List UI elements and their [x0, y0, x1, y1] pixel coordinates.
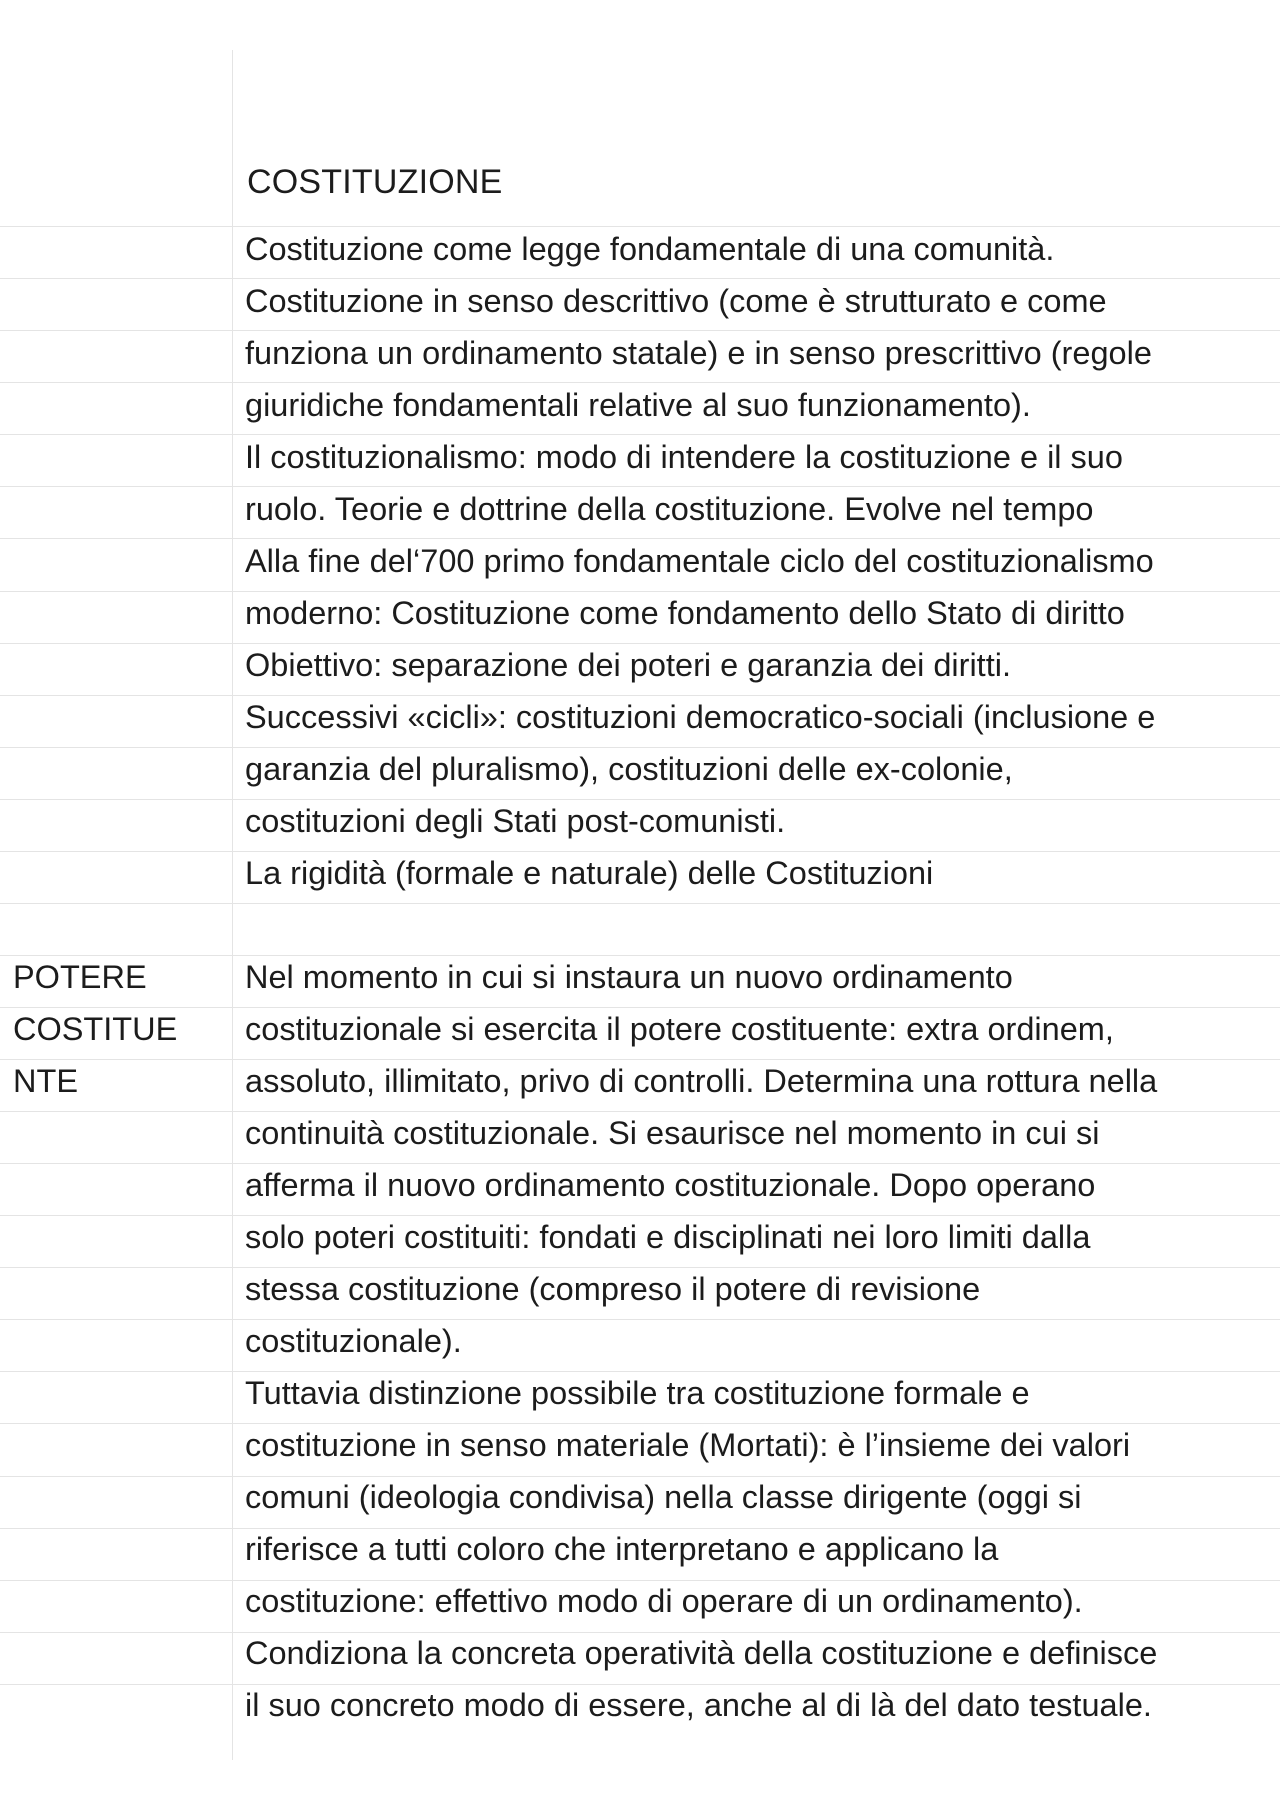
- text-line: stessa costituzione (compreso il potere di revisione: [245, 1271, 981, 1307]
- text-line: La rigidità (formale e naturale) delle Costituzioni: [245, 855, 934, 891]
- row-rule: [0, 1371, 1280, 1372]
- text-line: Costituzione come legge fondamentale di una comunità.: [245, 231, 1055, 267]
- text-line: garanzia del pluralismo), costituzioni delle ex-colonie,: [245, 751, 1013, 787]
- text-line: afferma il nuovo ordinamento costituzionale. Dopo operano: [245, 1167, 1096, 1203]
- row-rule: [0, 695, 1280, 696]
- section-label: COSTITUE: [13, 1011, 178, 1047]
- row-rule: [0, 1423, 1280, 1424]
- row-rule: [0, 903, 1280, 904]
- row-rule: [0, 747, 1280, 748]
- row-rule: [0, 591, 1280, 592]
- row-rule: [0, 278, 1280, 279]
- text-line: Nel momento in cui si instaura un nuovo ordinamento: [245, 959, 1013, 995]
- row-rule: [0, 643, 1280, 644]
- text-line: riferisce a tutti coloro che interpretano e applicano la: [245, 1531, 999, 1567]
- text-line: Alla fine del‘700 primo fondamentale ciclo del costituzionalismo: [245, 543, 1154, 579]
- text-line: Condiziona la concreta operatività della costituzione e definisce: [245, 1635, 1158, 1671]
- row-rule: [0, 330, 1280, 331]
- text-line: costituzioni degli Stati post-comunisti.: [245, 803, 786, 839]
- row-rule: [0, 799, 1280, 800]
- row-rule: [0, 1007, 1280, 1008]
- text-line: giuridiche fondamentali relative al suo funzionamento).: [245, 387, 1031, 423]
- text-line: il suo concreto modo di essere, anche al di là del dato testuale.: [245, 1687, 1152, 1723]
- text-line: Successivi «cicli»: costituzioni democratico-sociali (inclusione e: [245, 699, 1156, 735]
- row-rule: [0, 851, 1280, 852]
- row-rule: [0, 1319, 1280, 1320]
- text-line: costituzionale).: [245, 1323, 462, 1359]
- text-line: comuni (ideologia condivisa) nella classe dirigente (oggi si: [245, 1479, 1082, 1515]
- row-rule: [0, 1163, 1280, 1164]
- page-title: COSTITUZIONE: [247, 163, 503, 201]
- text-line: moderno: Costituzione come fondamento dello Stato di diritto: [245, 595, 1125, 631]
- section-label: POTERE: [13, 959, 147, 995]
- row-rule: [0, 955, 1280, 956]
- text-line: Il costituzionalismo: modo di intendere la costituzione e il suo: [245, 439, 1123, 475]
- row-rule: [0, 434, 1280, 435]
- text-line: Tuttavia distinzione possibile tra costituzione formale e: [245, 1375, 1030, 1411]
- row-rule: [0, 538, 1280, 539]
- text-line: solo poteri costituiti: fondati e disciplinati nei loro limiti dalla: [245, 1219, 1091, 1255]
- text-line: funziona un ordinamento statale) e in senso prescrittivo (regole: [245, 335, 1152, 371]
- text-line: costituzione: effettivo modo di operare di un ordinamento).: [245, 1583, 1083, 1619]
- column-divider: [232, 50, 233, 1760]
- text-line: Costituzione in senso descrittivo (come è strutturato e come: [245, 283, 1107, 319]
- row-rule: [0, 1111, 1280, 1112]
- row-rule: [0, 226, 1280, 227]
- row-rule: [0, 1059, 1280, 1060]
- text-line: costituzione in senso materiale (Mortati): è l’insieme dei valori: [245, 1427, 1131, 1463]
- text-line: ruolo. Teorie e dottrine della costituzione. Evolve nel tempo: [245, 491, 1094, 527]
- text-line: costituzionale si esercita il potere costituente: extra ordinem,: [245, 1011, 1114, 1047]
- text-line: assoluto, illimitato, privo di controlli. Determina una rottura nella: [245, 1063, 1158, 1099]
- text-line: Obiettivo: separazione dei poteri e garanzia dei diritti.: [245, 647, 1011, 683]
- text-line: continuità costituzionale. Si esaurisce nel momento in cui si: [245, 1115, 1100, 1151]
- row-rule: [0, 382, 1280, 383]
- row-rule: [0, 1215, 1280, 1216]
- section-label: NTE: [13, 1063, 78, 1099]
- row-rule: [0, 1267, 1280, 1268]
- row-rule: [0, 486, 1280, 487]
